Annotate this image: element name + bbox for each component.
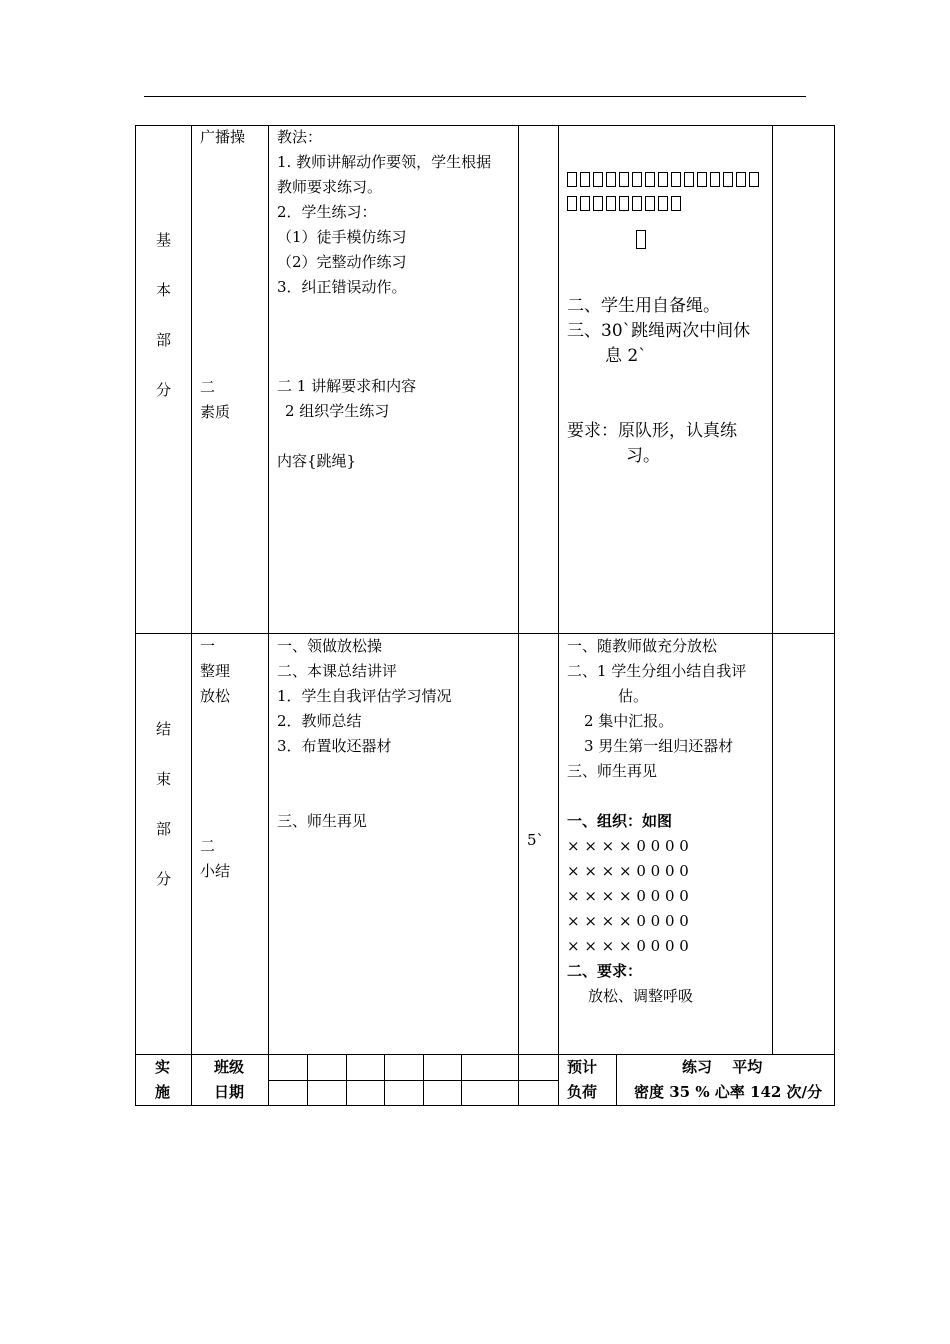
text-line: 习。 <box>626 446 660 466</box>
stats-line-2: 密度 35 % 心率 142 次/分 <box>634 1083 823 1101</box>
text-line: 3．布置收还器材 <box>277 737 392 755</box>
item-cooldown-b: 放松 <box>200 687 231 705</box>
text-line: 2．教师总结 <box>277 712 362 730</box>
text-line: 息 2` <box>605 346 647 366</box>
text-line: 要求：原队形，认真练 <box>567 421 737 441</box>
text-line: 1．学生自我评估学习情况 <box>277 687 452 705</box>
text-line: 内容{跳绳} <box>277 452 357 470</box>
item-two-number: 二 <box>200 837 216 855</box>
item-fitness: 素质 <box>200 403 231 421</box>
text-line: 一、随教师做充分放松 <box>567 637 718 655</box>
formation-row: × × × × 0 0 0 0 <box>567 837 689 855</box>
text-line: 教师要求练习。 <box>277 178 383 196</box>
load-label-a: 预计 <box>567 1058 598 1076</box>
text-line: 一、组织：如图 <box>567 812 673 830</box>
item-cooldown-a: 整理 <box>200 662 231 680</box>
text-line: 3．纠正错误动作。 <box>277 278 407 296</box>
text-line: 放松、调整呼吸 <box>588 987 694 1005</box>
end-section-label: 结 束 部 分 <box>155 720 171 888</box>
text-line: 估。 <box>618 687 649 705</box>
basic-section-label: 基 本 部 分 <box>155 231 171 399</box>
class-label: 班级 <box>214 1058 245 1076</box>
text-line: （1）徒手模仿练习 <box>277 228 407 246</box>
text-line: 三、30`跳绳两次中间休 <box>567 321 751 341</box>
item-summary: 小结 <box>200 862 231 880</box>
formation-row: × × × × 0 0 0 0 <box>567 887 689 905</box>
date-label: 日期 <box>214 1083 245 1101</box>
formation-row: × × × × 0 0 0 0 <box>567 912 689 930</box>
formation-row: × × × × 0 0 0 0 <box>567 937 689 955</box>
missing-glyph-block <box>566 168 762 258</box>
text-line: 一、领做放松操 <box>277 637 383 655</box>
impl-label-a: 实 <box>155 1058 171 1076</box>
stats-line-1: 练习 平均 <box>682 1058 763 1076</box>
time-value: 5` <box>527 831 545 849</box>
text-line: 二、要求： <box>567 962 643 980</box>
text-line: 二、1 学生分组小结自我评 <box>567 662 747 680</box>
load-label-b: 负荷 <box>567 1083 598 1101</box>
text-line: 2 集中汇报。 <box>584 712 674 730</box>
text-line: 3 男生第一组归还器材 <box>584 737 734 755</box>
formation-row: × × × × 0 0 0 0 <box>567 862 689 880</box>
item-broadcast-gymnastics: 广播操 <box>200 128 246 146</box>
text-line: 2．学生练习： <box>277 203 377 221</box>
text-line: （2）完整动作练习 <box>277 253 407 271</box>
text-line: 二、本课总结讲评 <box>277 662 398 680</box>
text-line: 教法： <box>277 128 323 146</box>
item-two-number: 二 <box>200 378 216 396</box>
item-one-number: 一 <box>200 637 216 655</box>
text-line: 三、师生再见 <box>277 812 368 830</box>
impl-label-b: 施 <box>155 1083 171 1101</box>
text-line: 三、师生再见 <box>567 762 658 780</box>
text-line: 2 组织学生练习 <box>285 402 390 420</box>
text-line: 二、学生用自备绳。 <box>567 296 720 316</box>
text-line: 二 1 讲解要求和内容 <box>277 377 417 395</box>
text-line: 1. 教师讲解动作要领，学生根据 <box>277 153 492 171</box>
